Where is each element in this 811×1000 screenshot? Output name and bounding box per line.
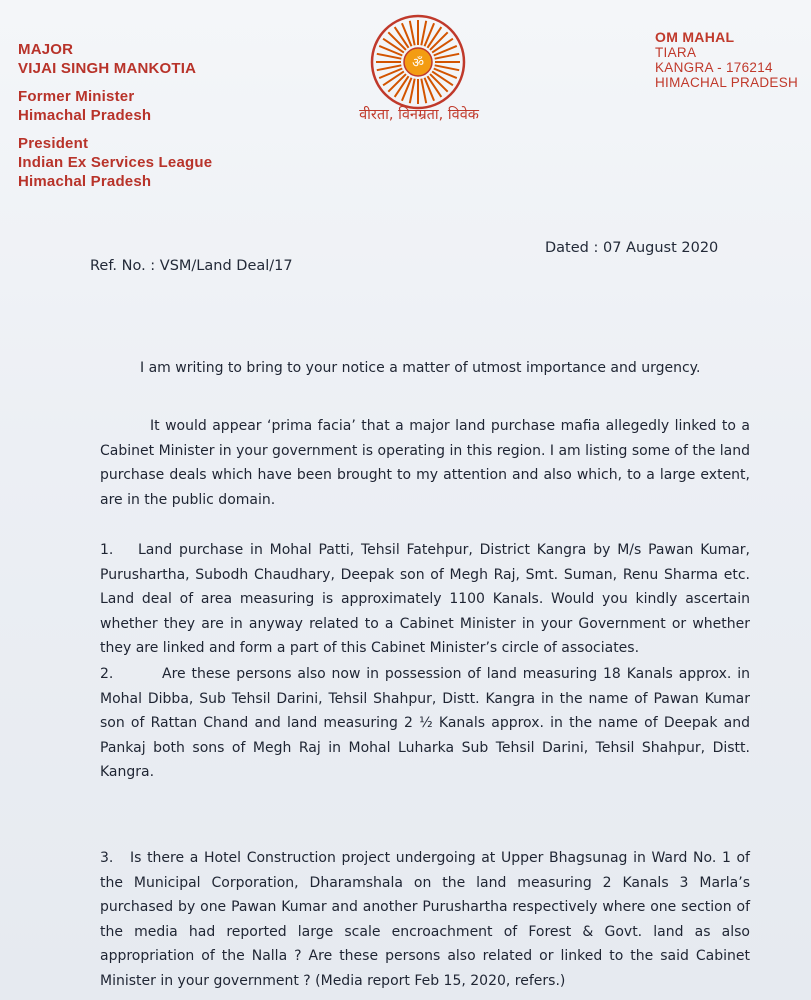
paragraph-intro: I am writing to bring to your notice a matter of utmost importance and urgency. <box>140 360 701 376</box>
letterhead-address <box>655 30 811 90</box>
address-line-2: TIARA <box>655 45 697 60</box>
list-item-1-text: Land purchase in Mohal Patti, Tehsil Fatehpur, District Kangra by M/s Pawan Kumar, Purushartha, Subodh Chaudhary, Deepak son of Megh Raj, Smt. Suman, Renu Sharma etc. Land deal of area measuring is approximately 1100 Kanals. Would you kindly ascertain whether they are in anyway related to a Cabinet Minister in your Government or whether they are linked and form a part of this Cabinet Minister’s circle of associates. <box>100 542 750 656</box>
letterhead-motto: वीरता, विनम्रता, विवेक <box>359 107 479 123</box>
address-line-3: KANGRA - 176214 <box>655 60 773 75</box>
list-item-2 <box>100 662 750 785</box>
list-item-2-number: 2. <box>100 666 114 682</box>
sender-title-1: Former Minister <box>18 88 135 105</box>
reference-number: Ref. No. : VSM/Land Deal/17 <box>90 258 293 274</box>
sender-org: Indian Ex Services League <box>18 154 213 171</box>
list-item-3-text: Is there a Hotel Construction project undergoing at Upper Bhagsunag in Ward No. 1 of the Municipal Corporation, Dharamshala on the land measuring 2 Kanals 3 Marla’s purchased by one Pawan Kumar and another Purushartha respectively where one section of the media had reported large scale encroachment of Forest & Govt. land as also appropriation of the Nalla ? Are these persons also related or linked to the said Cabinet Minister in your government ? (Media report Feb 15, 2020, refers.) <box>100 850 750 989</box>
list-item-1 <box>100 538 750 661</box>
sender-name: VIJAI SINGH MANKOTIA <box>18 60 197 77</box>
list-item-1-number: 1. <box>100 542 114 558</box>
om-sun-emblem-icon <box>368 12 468 112</box>
paragraph-context: It would appear ‘prima facia’ that a major land purchase mafia allegedly linked to a Cabinet Minister in your government is operating in this region. I am listing some of the land purchase deals which have been brought to my attention and also which, to a large extent, are in the public domain. <box>100 418 750 508</box>
list-item-2-text: Are these persons also now in possession of land measuring 18 Kanals approx. in Mohal Dibba, Sub Tehsil Darini, Tehsil Shahpur, Distt. Kangra in the name of Pawan Kumar son of Rattan Chand and land measuring 2 ½ Kanals approx. in the name of Deepak and Pankaj both sons of Megh Raj in Mohal Luharka Sub Tehsil Darini, Tehsil Shahpur, Distt. Kangra. <box>100 666 750 780</box>
address-line-1: OM MAHAL <box>655 29 735 45</box>
list-item-3-number: 3. <box>100 850 114 866</box>
svg-text:ॐ: ॐ <box>412 56 424 71</box>
sender-org-state: Himachal Pradesh <box>18 173 152 190</box>
letter-date: Dated : 07 August 2020 <box>545 240 719 256</box>
letterhead-sender <box>18 40 308 191</box>
sender-title-1-state: Himachal Pradesh <box>18 107 152 124</box>
address-line-4: HIMACHAL PRADESH <box>655 75 799 90</box>
sender-title-2: President <box>18 135 89 152</box>
list-item-3 <box>100 846 750 993</box>
sender-rank: MAJOR <box>18 41 74 58</box>
